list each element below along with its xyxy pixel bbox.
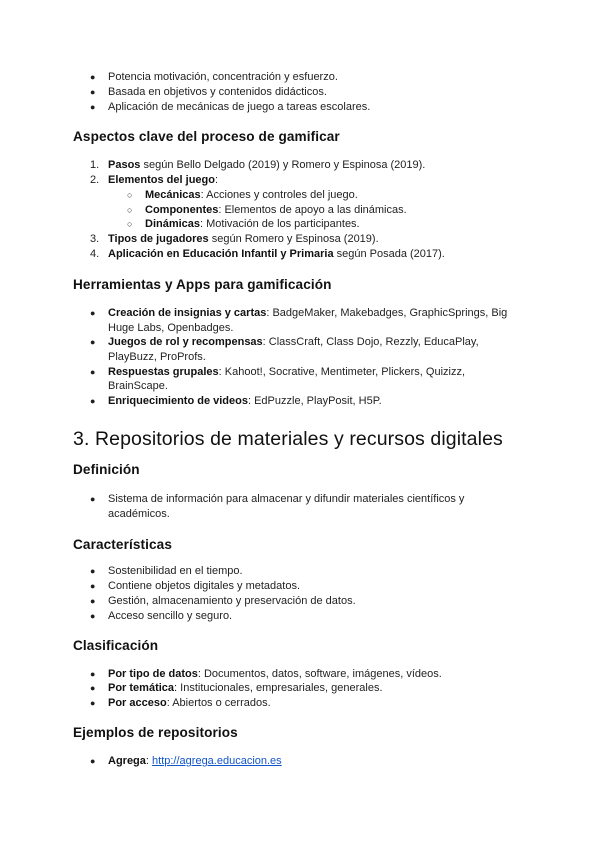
sub-bullet-icon: ○ bbox=[127, 190, 133, 200]
list-number: 1. bbox=[90, 159, 100, 171]
list-item: Potencia motivación, concentración y esfuerzo. bbox=[108, 71, 338, 83]
section-heading-caracteristicas: Características bbox=[73, 537, 172, 552]
bullet-icon: ● bbox=[90, 566, 96, 576]
list-item: Tipos de jugadores según Romero y Espinosa (2019). bbox=[108, 233, 379, 245]
list-item: Acceso sencillo y seguro. bbox=[108, 610, 233, 622]
bullet-icon: ● bbox=[90, 72, 96, 82]
sub-list-item: Mecánicas: Acciones y controles del juego. bbox=[145, 189, 358, 201]
bullet-icon: ● bbox=[90, 367, 96, 377]
list-item: Basada en objetivos y contenidos didácticos. bbox=[108, 86, 327, 98]
bullet-icon: ● bbox=[90, 581, 96, 591]
bullet-icon: ● bbox=[90, 756, 96, 766]
list-item: Gestión, almacenamiento y preservación de datos. bbox=[108, 595, 356, 607]
list-item: Elementos del juego: bbox=[108, 174, 219, 186]
bullet-icon: ● bbox=[90, 494, 96, 504]
section-heading-aspectos: Aspectos clave del proceso de gamificar bbox=[73, 129, 340, 144]
section-heading-ejemplos: Ejemplos de repositorios bbox=[73, 725, 238, 740]
list-item-continuation: Huge Labs, Openbadges. bbox=[108, 322, 234, 334]
sub-list-item: Dinámicas: Motivación de los participantes. bbox=[145, 218, 360, 230]
sub-list-item: Componentes: Elementos de apoyo a las dinámicas. bbox=[145, 204, 407, 216]
bullet-icon: ● bbox=[90, 87, 96, 97]
list-number: 2. bbox=[90, 174, 100, 186]
list-item: Por acceso: Abiertos o cerrados. bbox=[108, 697, 271, 709]
bullet-icon: ● bbox=[90, 611, 96, 621]
list-item: Agrega: http://agrega.educacion.es bbox=[108, 755, 282, 767]
list-item: Aplicación en Educación Infantil y Primaria según Posada (2017). bbox=[108, 248, 445, 260]
bullet-icon: ● bbox=[90, 683, 96, 693]
list-item: Juegos de rol y recompensas: ClassCraft, Class Dojo, Rezzly, EducaPlay, bbox=[108, 336, 479, 348]
bullet-icon: ● bbox=[90, 337, 96, 347]
bullet-icon: ● bbox=[90, 669, 96, 679]
list-item: Pasos según Bello Delgado (2019) y Romero y Espinosa (2019). bbox=[108, 159, 426, 171]
bullet-icon: ● bbox=[90, 308, 96, 318]
list-item: Enriquecimiento de videos: EdPuzzle, PlayPosit, H5P. bbox=[108, 395, 382, 407]
section-heading-definicion: Definición bbox=[73, 462, 140, 477]
list-item: Sistema de información para almacenar y difundir materiales científicos y bbox=[108, 493, 465, 505]
bullet-icon: ● bbox=[90, 102, 96, 112]
list-item-continuation: PlayBuzz, ProProfs. bbox=[108, 351, 206, 363]
list-item: Por tipo de datos: Documentos, datos, software, imágenes, vídeos. bbox=[108, 668, 442, 680]
list-item: Contiene objetos digitales y metadatos. bbox=[108, 580, 301, 592]
sub-bullet-icon: ○ bbox=[127, 219, 133, 229]
bullet-icon: ● bbox=[90, 596, 96, 606]
section-heading-clasificacion: Clasificación bbox=[73, 638, 159, 653]
list-number: 3. bbox=[90, 233, 100, 245]
bullet-icon: ● bbox=[90, 396, 96, 406]
list-number: 4. bbox=[90, 248, 100, 260]
list-item-continuation: académicos. bbox=[108, 508, 170, 520]
list-item: Por temática: Institucionales, empresariales, generales. bbox=[108, 682, 383, 694]
sub-bullet-icon: ○ bbox=[127, 205, 133, 215]
list-item: Sostenibilidad en el tiempo. bbox=[108, 565, 243, 577]
list-item-continuation: BrainScape. bbox=[108, 380, 168, 392]
agrega-link[interactable]: http://agrega.educacion.es bbox=[152, 755, 282, 767]
section-title: 3. Repositorios de materiales y recursos digitales bbox=[73, 428, 503, 450]
list-item: Creación de insignias y cartas: BadgeMaker, Makebadges, GraphicSprings, Big bbox=[108, 307, 508, 319]
section-heading-herramientas: Herramientas y Apps para gamificación bbox=[73, 277, 332, 292]
bullet-icon: ● bbox=[90, 698, 96, 708]
list-item: Aplicación de mecánicas de juego a tareas escolares. bbox=[108, 101, 371, 113]
list-item: Respuestas grupales: Kahoot!, Socrative, Mentimeter, Plickers, Quizizz, bbox=[108, 366, 466, 378]
